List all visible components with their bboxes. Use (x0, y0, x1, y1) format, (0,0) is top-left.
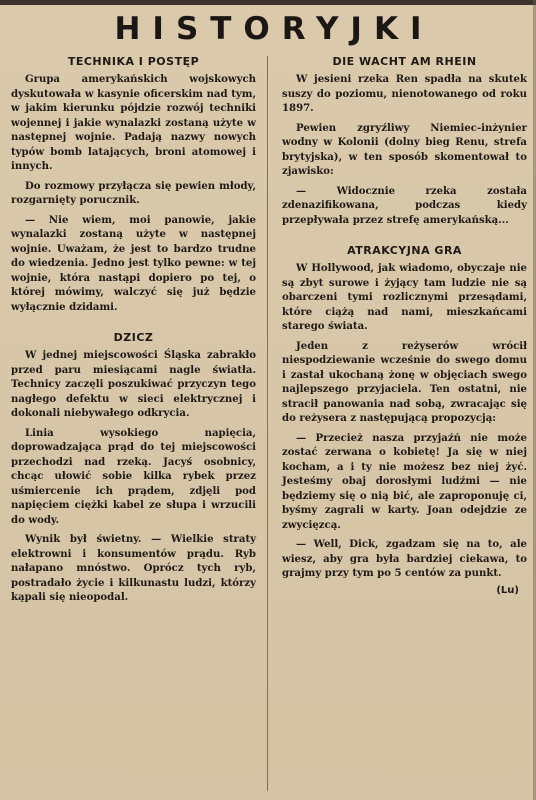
story-paragraph: W Hollywood, jak wiadomo, obyczaje nie są zbyt surowe i żyjący tam ludzie nie są obarczeni tymi rozlicznymi przesądami, które ciążą nad nami, mieszkańcami starego świata. (282, 262, 527, 332)
top-rule (0, 0, 536, 5)
story-paragraph: — Nie wiem, moi panowie, jakie wynalazki zostaną użyte w następnej wojnie. Uważam, że jest to bardzo trudne do wiedzenia. Jedno jest tylko pewne: w tej wojnie, która nastąpi dopiero po tej, o której mówimy, walczyć się już będzie wyłącznie dzidami. (11, 213, 256, 313)
story-paragraph: — Well, Dick, zgadzam się na to, ale wiesz, aby gra była bardziej ciekawa, to grajmy przy tym po 5 centów za punkt. (282, 538, 527, 579)
story-paragraph: Linia wysokiego napięcia, doprowadzająca prąd do tej miejscowości przechodzi nad rzeką. Jacyś osobnicy, chcąc ułowić sobie kilka rybek przez uśmiercenie ich prądem, zdjęli pod napięciem ciężki kabel ze słupa i wrzucili do wody. (11, 426, 256, 526)
story-paragraph: Wynik był świetny. — Wielkie straty elektrowni i konsumentów prądu. Ryb nałapano mnóstwo. Oprócz tych ryb, postradało życie i kilkunastu ludzi, którzy kąpali się nieopodal. (11, 533, 256, 603)
byline-signature: (Lu) (496, 584, 519, 596)
story-paragraph: W jednej miejscowości Śląska zabrakło przed paru miesiącami nagle światła. Technicy zaczęli poszukiwać przyczyn tego nagłego defektu w sieci elektrycznej i dokonali niebywałego odkrycia. (11, 349, 256, 419)
story-paragraph: Grupa amerykańskich wojskowych dyskutowała w kasynie oficerskim nad tym, w jakim kierunku pójdzie rozwój techniki wojennej i jakie wynalazki zostaną użyte w następnej wojnie. Padają nazwy nowych typów bomb latających, broni atomowej i innych. (11, 73, 256, 172)
story-heading-atrakcyjna: ATRAKCYJNA GRA (347, 244, 462, 257)
story-paragraph: — Widocznie rzeka została zdenazifikowana, podczas kiedy przepływała przez strefę amerykańską... (282, 184, 527, 226)
story-heading-technika: TECHNIKA I POSTĘP (67, 55, 200, 68)
story-paragraph: Pewien zgryźliwy Niemiec-inżynier wodny w Kolonii (dolny bieg Renu, strefa brytyjska), w ten sposób skomentował to zjawisko: (282, 121, 527, 177)
right-column (282, 55, 527, 596)
story-paragraph: Jeden z reżyserów wrócił niespodziewanie wcześnie do swego domu i zastał ukochaną żonę w objęciach swego najlepszego przyjaciela. Ten ostatni, nie stracił panowania nad sobą, zwracając się do reżysera z następującą propozycją: (282, 339, 527, 424)
story-heading-die-wacht: DIE WACHT AM RHEIN (332, 55, 477, 68)
page-title: HISTORYJKI (114, 11, 434, 47)
story-paragraph: — Przecież nasza przyjaźń nie może zostać zerwana o kobietę! Ja się w niej kocham, a i ty nie możesz bez niej żyć. Jesteśmy obaj dorosłymi ludźmi — nie będziemy się o nią bić, ale zaproponuję ci, byśmy zagrali w karty. Joan odejdzie ze zwycięzcą. (282, 431, 527, 531)
story-heading-dzicz: DZICZ (113, 331, 154, 344)
left-column (11, 55, 256, 610)
story-paragraph: Do rozmowy przyłącza się pewien młody, rozgarnięty porucznik. (11, 179, 256, 206)
section-gap (11, 319, 256, 331)
section-gap (282, 232, 527, 244)
column-divider (267, 56, 268, 791)
story-paragraph: W jesieni rzeka Ren spadła na skutek suszy do poziomu, nienotowanego od roku 1897. (282, 73, 527, 114)
